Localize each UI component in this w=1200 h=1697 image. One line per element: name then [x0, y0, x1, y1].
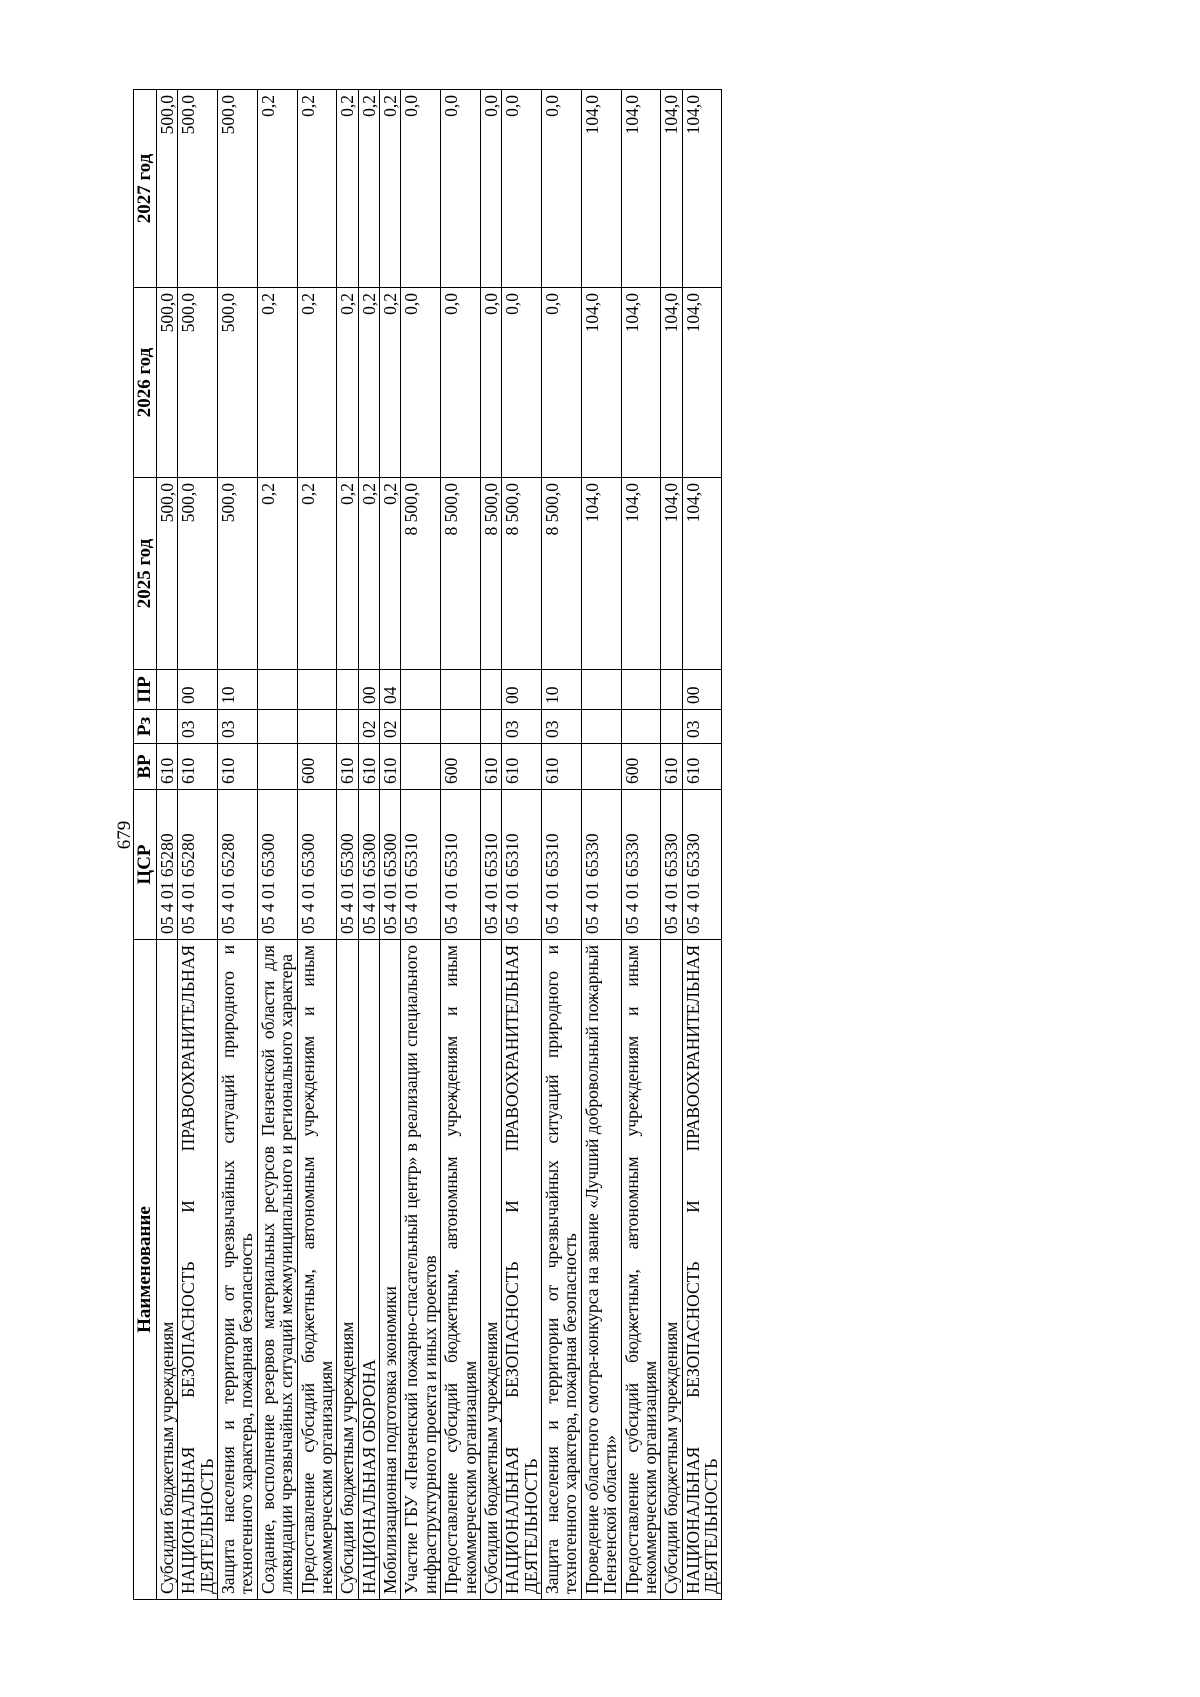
cell-2025: 0,2 — [358, 478, 379, 670]
cell-2025: 104,0 — [661, 478, 682, 670]
cell-2025: 500,0 — [156, 478, 177, 670]
table-row — [401, 90, 441, 1600]
table-row — [257, 90, 297, 1600]
cell-name: Субсидии бюджетным учреждениям — [661, 940, 682, 1600]
cell-name: НАЦИОНАЛЬНАЯ БЕЗОПАСНОСТЬ И ПРАВООХРАНИТЕЛЬНАЯ ДЕЯТЕЛЬНОСТЬ — [178, 940, 218, 1600]
cell-rz: 03 — [502, 710, 542, 744]
cell-2027: 104,0 — [682, 90, 722, 288]
cell-vr — [257, 744, 297, 790]
budget-table — [133, 89, 722, 1600]
table-header-row — [134, 90, 157, 1600]
cell-name: Предоставление субсидий бюджетным, автономным учреждениям и иным некоммерческим организациям — [441, 940, 481, 1600]
header-year-2027: 2027 год — [134, 90, 157, 288]
cell-2025: 0,2 — [297, 478, 337, 670]
table-row — [218, 90, 258, 1600]
cell-2027: 104,0 — [661, 90, 682, 288]
cell-2026: 0,0 — [441, 288, 481, 478]
cell-rz — [337, 710, 358, 744]
cell-vr — [581, 744, 621, 790]
header-year-2025: 2025 год — [134, 478, 157, 670]
cell-name: Предоставление субсидий бюджетным, автономным учреждениям и иным некоммерческим организациям — [297, 940, 337, 1600]
cell-csr: 05 4 01 65280 — [218, 790, 258, 940]
cell-pr — [257, 670, 297, 710]
cell-pr: 00 — [682, 670, 722, 710]
cell-vr: 610 — [358, 744, 379, 790]
cell-name: Субсидии бюджетным учреждениям — [156, 940, 177, 1600]
cell-vr: 610 — [502, 744, 542, 790]
rotated-page-content — [133, 95, 1073, 1600]
cell-name: Проведение областного смотра-конкурса на звание «Лучший добровольный пожарный Пензенской области» — [581, 940, 621, 1600]
table-row — [358, 90, 379, 1600]
cell-2026: 104,0 — [581, 288, 621, 478]
cell-2025: 8 500,0 — [401, 478, 441, 670]
cell-csr: 05 4 01 65300 — [337, 790, 358, 940]
cell-csr: 05 4 01 65310 — [441, 790, 481, 940]
cell-rz — [480, 710, 501, 744]
cell-vr: 610 — [337, 744, 358, 790]
table-row — [297, 90, 337, 1600]
cell-2027: 0,0 — [441, 90, 481, 288]
cell-2025: 8 500,0 — [542, 478, 582, 670]
table-row — [581, 90, 621, 1600]
cell-2027: 104,0 — [621, 90, 661, 288]
cell-2026: 0,0 — [542, 288, 582, 478]
cell-vr: 610 — [542, 744, 582, 790]
cell-vr: 600 — [441, 744, 481, 790]
cell-2027: 0,2 — [358, 90, 379, 288]
cell-2025: 104,0 — [621, 478, 661, 670]
cell-pr — [337, 670, 358, 710]
table-row — [156, 90, 177, 1600]
cell-2026: 0,0 — [480, 288, 501, 478]
header-csr: ЦСР — [134, 790, 157, 940]
cell-name: Предоставление субсидий бюджетным, автономным учреждениям и иным некоммерческим организациям — [621, 940, 661, 1600]
cell-2026: 0,0 — [401, 288, 441, 478]
cell-csr: 05 4 01 65280 — [156, 790, 177, 940]
cell-rz — [156, 710, 177, 744]
cell-vr: 610 — [156, 744, 177, 790]
cell-csr: 05 4 01 65330 — [621, 790, 661, 940]
cell-pr — [661, 670, 682, 710]
cell-2027: 0,0 — [480, 90, 501, 288]
cell-rz: 03 — [218, 710, 258, 744]
cell-csr: 05 4 01 65300 — [358, 790, 379, 940]
table-row — [480, 90, 501, 1600]
cell-name: Создание, восполнение резервов материальных ресурсов Пензенской области для ликвидации чрезвычайных ситуаций межмуниципального и регионального характера — [257, 940, 297, 1600]
cell-2026: 0,2 — [257, 288, 297, 478]
cell-2025: 500,0 — [178, 478, 218, 670]
cell-2026: 104,0 — [682, 288, 722, 478]
cell-2026: 0,2 — [337, 288, 358, 478]
cell-vr: 600 — [621, 744, 661, 790]
header-year-2026: 2026 год — [134, 288, 157, 478]
cell-rz — [661, 710, 682, 744]
cell-2025: 500,0 — [218, 478, 258, 670]
cell-rz: 03 — [682, 710, 722, 744]
cell-rz: 02 — [380, 710, 401, 744]
table-row — [661, 90, 682, 1600]
cell-2025: 104,0 — [581, 478, 621, 670]
cell-2025: 0,2 — [380, 478, 401, 670]
cell-rz: 02 — [358, 710, 379, 744]
cell-rz: 03 — [542, 710, 582, 744]
cell-2026: 500,0 — [218, 288, 258, 478]
cell-2027: 0,2 — [337, 90, 358, 288]
cell-pr — [401, 670, 441, 710]
table-row — [441, 90, 481, 1600]
header-vr: ВР — [134, 744, 157, 790]
table-row — [178, 90, 218, 1600]
table-row — [621, 90, 661, 1600]
cell-2025: 8 500,0 — [502, 478, 542, 670]
cell-2027: 500,0 — [218, 90, 258, 288]
header-rz: Рз — [134, 710, 157, 744]
cell-csr: 05 4 01 65330 — [661, 790, 682, 940]
cell-rz: 03 — [178, 710, 218, 744]
cell-rz — [401, 710, 441, 744]
cell-2026: 104,0 — [661, 288, 682, 478]
cell-name: Участие ГБУ «Пензенский пожарно-спасательный центр» в реализации специального инфраструктурного проекта и иных проектов — [401, 940, 441, 1600]
cell-2026: 500,0 — [156, 288, 177, 478]
header-pr: ПР — [134, 670, 157, 710]
cell-2027: 0,0 — [542, 90, 582, 288]
cell-vr: 610 — [480, 744, 501, 790]
cell-vr: 610 — [682, 744, 722, 790]
cell-csr: 05 4 01 65310 — [542, 790, 582, 940]
cell-name: Мобилизационная подготовка экономики — [380, 940, 401, 1600]
cell-pr: 10 — [542, 670, 582, 710]
cell-name: Защита населения и территории от чрезвычайных ситуаций природного и техногенного характера, пожарная безопасность — [542, 940, 582, 1600]
cell-2025: 8 500,0 — [441, 478, 481, 670]
cell-2025: 0,2 — [257, 478, 297, 670]
table-row — [337, 90, 358, 1600]
cell-vr: 600 — [297, 744, 337, 790]
cell-2025: 104,0 — [682, 478, 722, 670]
cell-2026: 104,0 — [621, 288, 661, 478]
cell-csr: 05 4 01 65310 — [401, 790, 441, 940]
cell-2026: 0,2 — [297, 288, 337, 478]
cell-vr: 610 — [218, 744, 258, 790]
cell-vr — [401, 744, 441, 790]
cell-rz — [581, 710, 621, 744]
cell-pr — [156, 670, 177, 710]
cell-vr: 610 — [178, 744, 218, 790]
cell-name: НАЦИОНАЛЬНАЯ ОБОРОНА — [358, 940, 379, 1600]
cell-csr: 05 4 01 65300 — [297, 790, 337, 940]
cell-pr — [621, 670, 661, 710]
cell-rz — [257, 710, 297, 744]
cell-2026: 0,2 — [358, 288, 379, 478]
cell-pr — [441, 670, 481, 710]
cell-pr: 00 — [178, 670, 218, 710]
cell-2026: 0,2 — [380, 288, 401, 478]
cell-csr: 05 4 01 65310 — [480, 790, 501, 940]
page-number: 679 — [114, 820, 135, 850]
cell-2026: 0,0 — [502, 288, 542, 478]
cell-rz — [297, 710, 337, 744]
cell-csr: 05 4 01 65310 — [502, 790, 542, 940]
table-row — [380, 90, 401, 1600]
cell-name: НАЦИОНАЛЬНАЯ БЕЗОПАСНОСТЬ И ПРАВООХРАНИТЕЛЬНАЯ ДЕЯТЕЛЬНОСТЬ — [682, 940, 722, 1600]
cell-2027: 0,2 — [380, 90, 401, 288]
cell-2027: 0,2 — [257, 90, 297, 288]
cell-2027: 0,2 — [297, 90, 337, 288]
cell-rz — [441, 710, 481, 744]
cell-vr: 610 — [380, 744, 401, 790]
cell-csr: 05 4 01 65280 — [178, 790, 218, 940]
cell-pr — [297, 670, 337, 710]
table-row — [502, 90, 542, 1600]
table-row — [542, 90, 582, 1600]
cell-2027: 500,0 — [156, 90, 177, 288]
cell-name: Субсидии бюджетным учреждениям — [337, 940, 358, 1600]
cell-name: Защита населения и территории от чрезвычайных ситуаций природного и техногенного характера, пожарная безопасность — [218, 940, 258, 1600]
cell-name: НАЦИОНАЛЬНАЯ БЕЗОПАСНОСТЬ И ПРАВООХРАНИТЕЛЬНАЯ ДЕЯТЕЛЬНОСТЬ — [502, 940, 542, 1600]
cell-2027: 0,0 — [401, 90, 441, 288]
cell-pr: 00 — [502, 670, 542, 710]
cell-2025: 0,2 — [337, 478, 358, 670]
cell-2027: 500,0 — [178, 90, 218, 288]
cell-csr: 05 4 01 65300 — [257, 790, 297, 940]
cell-pr: 10 — [218, 670, 258, 710]
header-name: Наименование — [134, 940, 157, 1600]
cell-pr: 00 — [358, 670, 379, 710]
cell-csr: 05 4 01 65330 — [581, 790, 621, 940]
cell-csr: 05 4 01 65300 — [380, 790, 401, 940]
cell-name: Субсидии бюджетным учреждениям — [480, 940, 501, 1600]
cell-pr — [480, 670, 501, 710]
cell-pr: 04 — [380, 670, 401, 710]
cell-2025: 8 500,0 — [480, 478, 501, 670]
cell-2027: 0,0 — [502, 90, 542, 288]
cell-2027: 104,0 — [581, 90, 621, 288]
cell-csr: 05 4 01 65330 — [682, 790, 722, 940]
cell-2026: 500,0 — [178, 288, 218, 478]
table-body — [156, 90, 722, 1600]
table-row — [682, 90, 722, 1600]
cell-vr: 610 — [661, 744, 682, 790]
cell-rz — [621, 710, 661, 744]
cell-pr — [581, 670, 621, 710]
